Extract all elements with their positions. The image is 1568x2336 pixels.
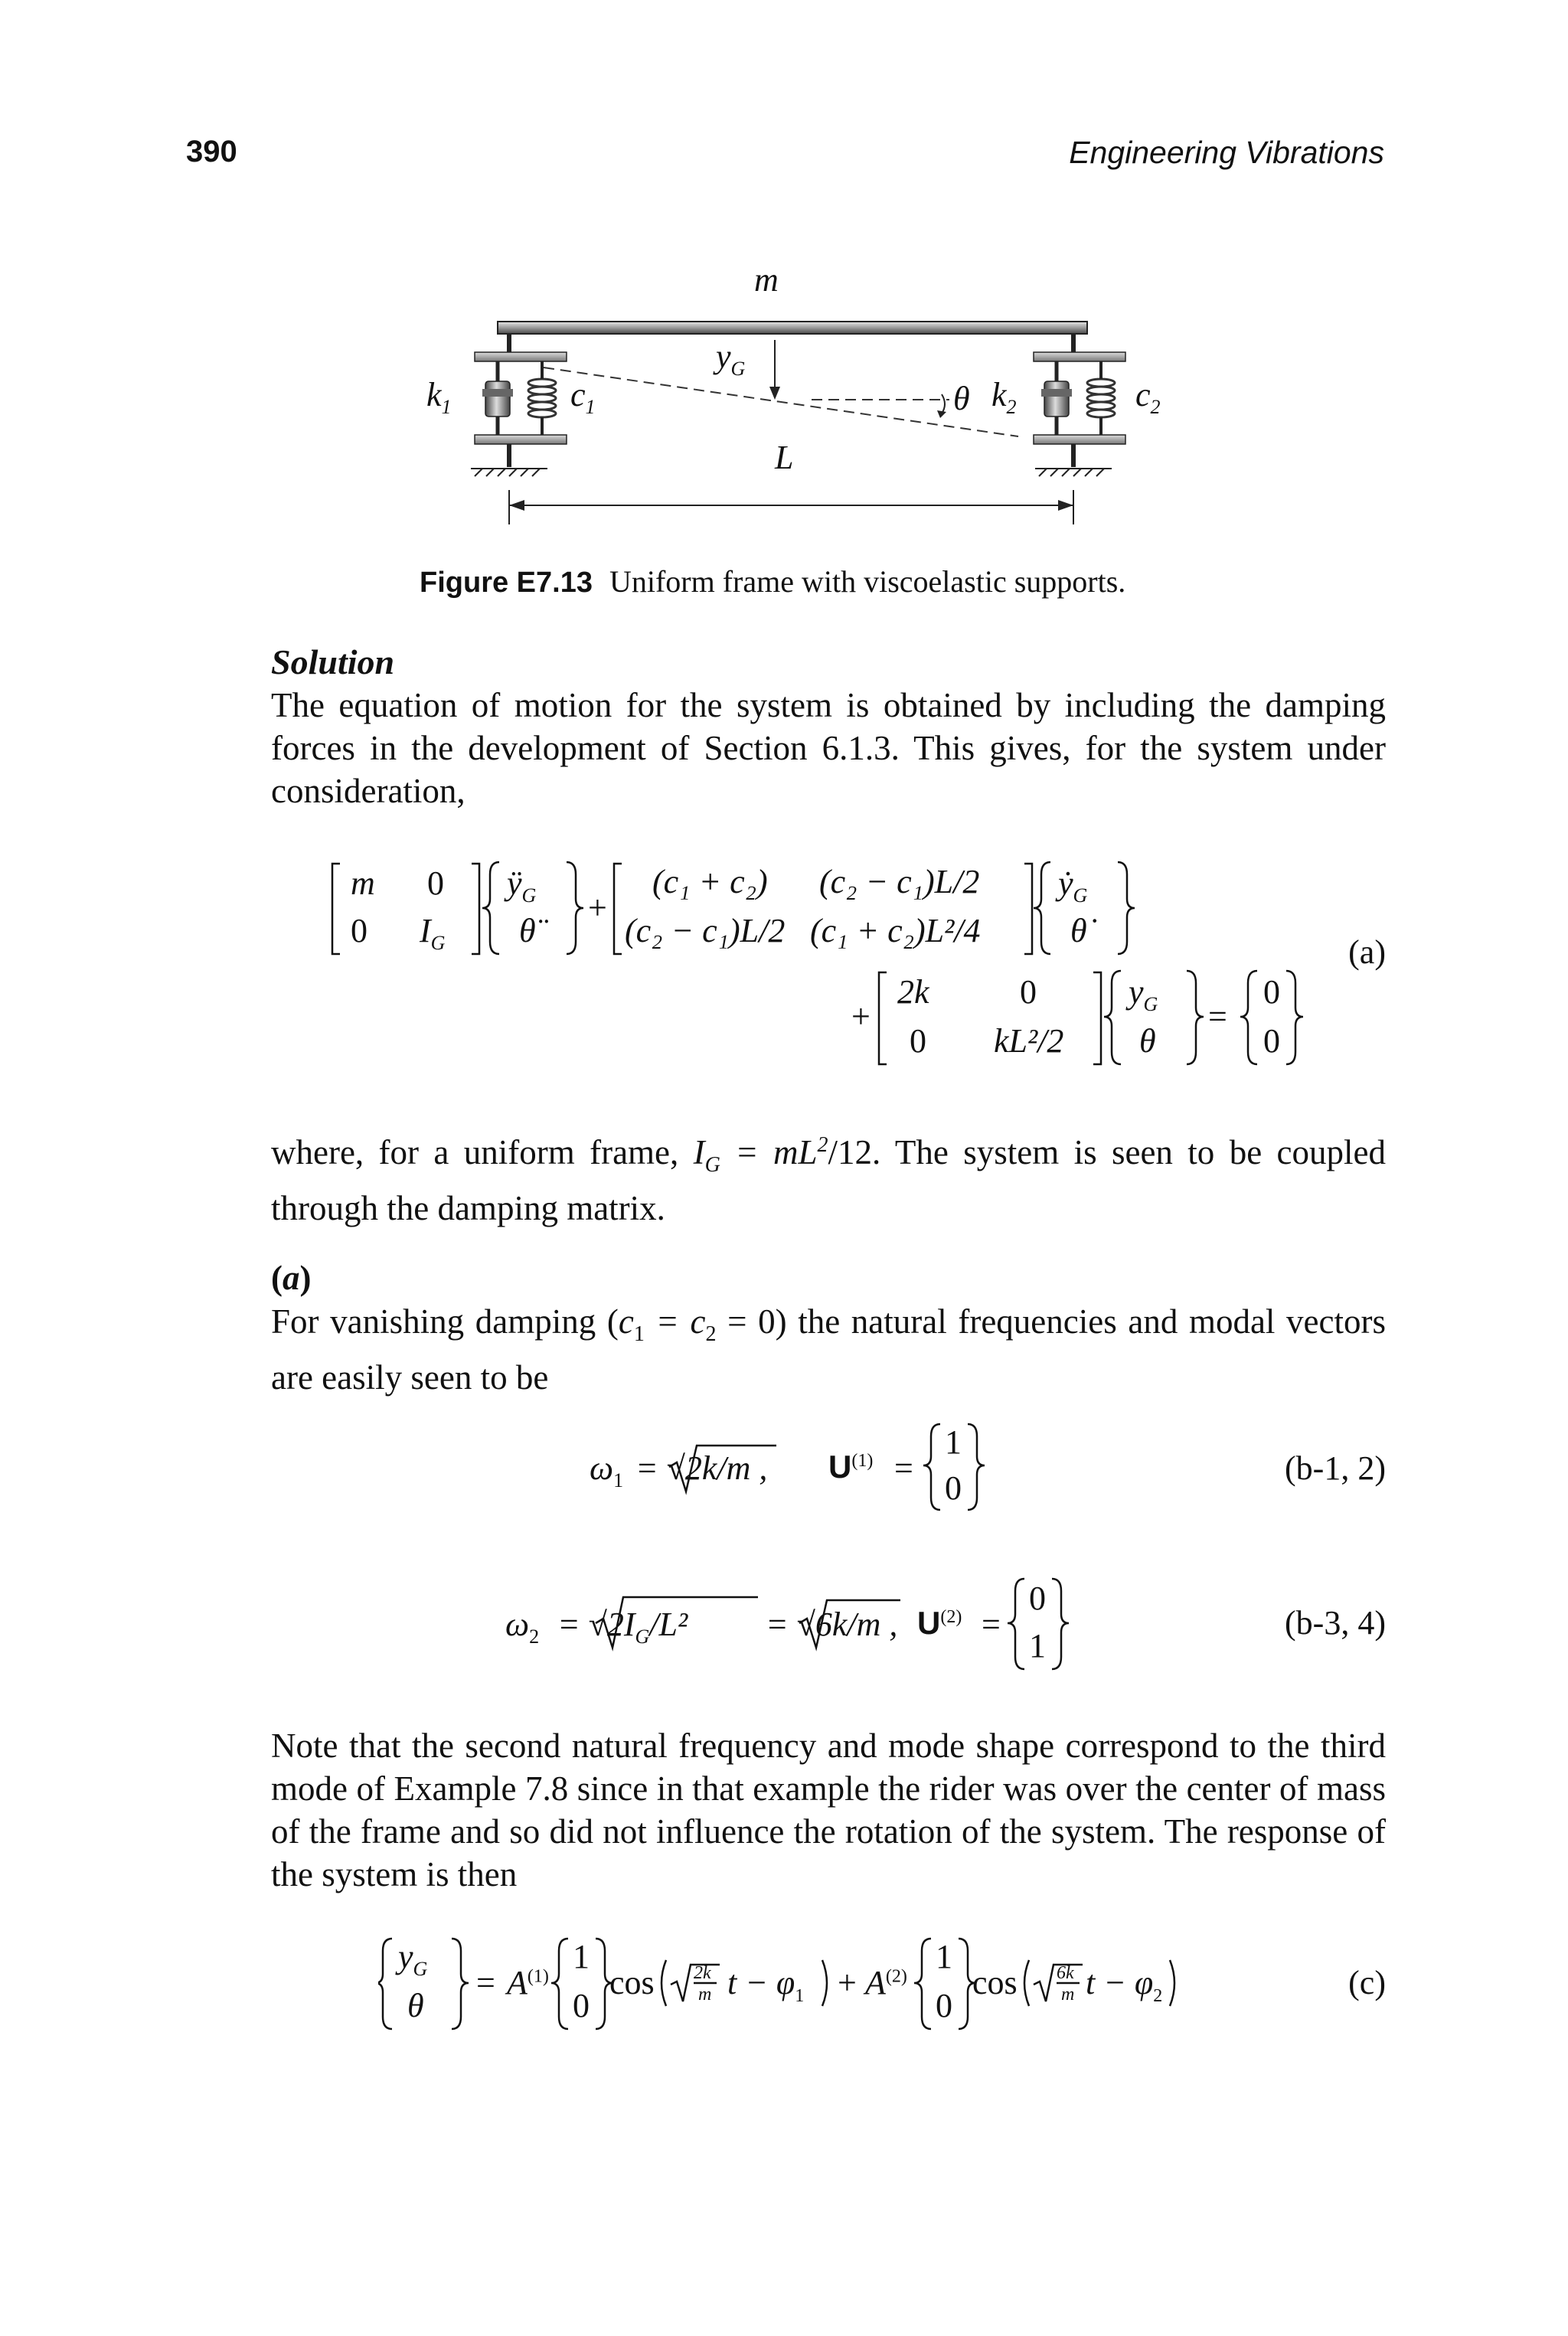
arg2-rest: $t - \varphi_2$ (1086, 1964, 1163, 2006)
ground-left (471, 469, 547, 476)
stiff-r2c2: kL²/2 (994, 1022, 1064, 1060)
right-support (1034, 352, 1125, 444)
zero-2: 0 (1263, 1022, 1280, 1060)
vel-yg: ẏ$_G$ (1058, 864, 1088, 907)
arg1-den: m (698, 1985, 712, 2004)
label-c1: $c_1$ (570, 376, 596, 418)
stiff-r2c1: 0 (910, 1022, 926, 1060)
stiff-r1c2: 0 (1020, 973, 1037, 1011)
plus-1: + (588, 889, 607, 926)
accel-yg: $ÿ_G$ (507, 864, 537, 907)
omega2-rhs1: = $√2I_G/L^2$ (557, 1606, 688, 1648)
U1: $U^{(1)}$ (828, 1449, 874, 1485)
U2-comp2: 1 (1029, 1627, 1046, 1665)
equation-a (329, 856, 1393, 1086)
plus-c: + (838, 1964, 857, 2001)
U1-comp1: 1 (945, 1423, 962, 1461)
disp-yg: $y_G$ (1129, 973, 1158, 1015)
omega2-rhs2: = √6k/m , (766, 1606, 898, 1643)
cos1: cos (609, 1964, 655, 2001)
mass-matrix-0b: 0 (351, 912, 368, 949)
arg2-num: 6k (1057, 1963, 1074, 1983)
part-a-paragraph-3: Note that the second natural frequency and mode shape correspond to the third mode of Example 7.8 since in that example the rider was over the center of mass of the frame and so did not influence the rotation of the system. The response of the system is then (271, 1727, 1386, 1893)
cos2: cos (972, 1964, 1018, 2001)
omega1: $\omega_1$ (590, 1449, 624, 1491)
lhs-theta: θ (407, 1987, 424, 2024)
A1: $A^{(1)}$ (507, 1964, 549, 2001)
label-mass: m (754, 261, 779, 299)
ground-right (1035, 469, 1112, 476)
page-number: 390 (186, 135, 237, 168)
equation-a-tag: (a) (1348, 933, 1386, 971)
damp-r1c2: (c₂ − c₁)L/2 (819, 863, 980, 900)
mass-matrix-m: m (351, 864, 375, 902)
omega2: $\omega_2$ (505, 1606, 540, 1648)
solution-heading: Solution (271, 642, 395, 681)
omega1-rhs: = √2k/m , (635, 1449, 768, 1487)
equals-c: = (476, 1964, 495, 2001)
zero-1: 0 (1263, 973, 1280, 1011)
arg1-num: 2k (694, 1963, 711, 1983)
arg1-rest: $t - \varphi_1$ (727, 1964, 805, 2006)
figure-label: Figure E7.13 (420, 567, 593, 599)
equation-b34-tag: (b-3, 4) (1285, 1604, 1386, 1642)
label-k2: $k_2$ (991, 376, 1017, 418)
label-length: L (775, 439, 794, 476)
equation-b34 (505, 1570, 1118, 1684)
accel-theta: θ̈ (519, 912, 536, 949)
vec1-comp2: 0 (573, 1987, 590, 2024)
solution-paragraph-2: where, for a uniform frame, $I_G = mL^2/12$. The system is seen to be coupled through the damping matrix. (271, 1133, 1386, 1227)
frame-diagram (413, 260, 1179, 536)
vel-theta: θ̇ (1070, 912, 1087, 949)
A2: $A^{(2)}$ (865, 1964, 907, 2001)
arg2-den: m (1061, 1985, 1075, 2004)
frame-beam (498, 322, 1087, 334)
mass-matrix-0a: 0 (427, 864, 444, 902)
solution-paragraph-1: The equation of motion for the system is obtained by including the damping forces in the development of Section 6.1.3. This gives, for the system under consideration, (271, 686, 1386, 810)
label-theta: θ (953, 380, 970, 417)
equation-c-tag: (c) (1348, 1964, 1386, 2001)
lhs-yg: $y_G$ (398, 1938, 428, 1980)
stiff-r1c1: 2k (897, 973, 929, 1011)
left-support (475, 352, 567, 444)
equation-b12 (590, 1418, 1018, 1525)
figure-e7-13 (413, 260, 1179, 536)
equals-a: = (1208, 998, 1227, 1035)
label-yg: $y_G$ (716, 338, 746, 380)
U1-comp2: 0 (945, 1469, 962, 1507)
U2-eq: = (982, 1606, 1001, 1643)
disp-theta: θ (1139, 1022, 1156, 1060)
part-a-paragraph: For vanishing damping $(c_1 = c_2 = 0)$ the natural frequencies and modal vectors are easily seen to be (271, 1302, 1387, 1397)
theta-arrow (942, 394, 945, 413)
U2-comp1: 0 (1029, 1580, 1046, 1617)
plus-2: + (851, 998, 871, 1035)
U1-eq: = (894, 1449, 913, 1487)
equation-b12-tag: (b-1, 2) (1285, 1449, 1386, 1487)
running-title: Engineering Vibrations (1069, 135, 1384, 170)
figure-caption-text: Uniform frame with viscoelastic supports. (609, 564, 1126, 599)
label-k1: $k_1$ (426, 376, 452, 418)
figure-caption (420, 564, 1125, 600)
equation-c (378, 1929, 1220, 2044)
vec2-comp2: 0 (936, 1987, 952, 2024)
damp-r2c1: (c₂ − c₁)L/2 (625, 912, 786, 949)
vec1-comp1: 1 (573, 1938, 590, 1975)
U2: $U^{(2)}$ (917, 1605, 962, 1641)
vec2-comp1: 1 (936, 1938, 952, 1975)
damp-r2c2: (c₁ + c₂)L²/4 (810, 912, 981, 949)
part-a-heading: (a) (271, 1259, 312, 1297)
damp-r1c1: (c₁ + c₂) (652, 863, 768, 900)
rotation-dashed-line (544, 368, 1018, 436)
label-c2: $c_2$ (1135, 376, 1161, 418)
mass-matrix-ig: $I_G$ (420, 912, 446, 954)
